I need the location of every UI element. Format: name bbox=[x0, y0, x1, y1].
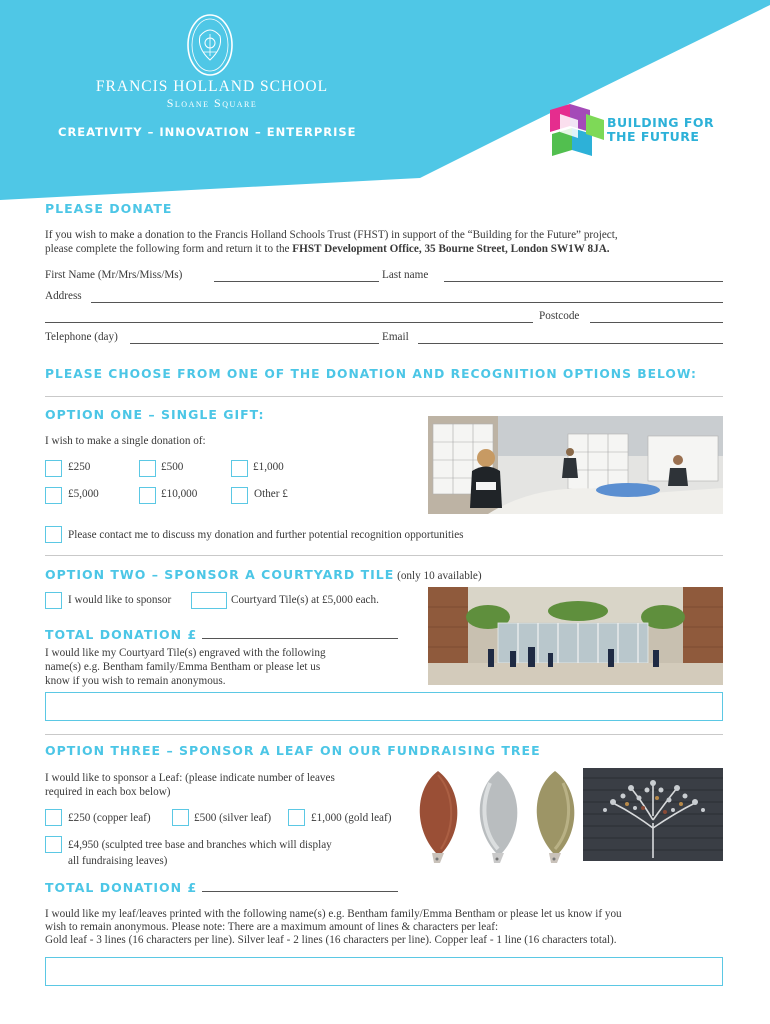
amount-5000-label: £5,000 bbox=[68, 488, 99, 500]
tile-engrave-line2: name(s) e.g. Bentham family/Emma Bentham or please let us bbox=[45, 661, 321, 673]
building-for-the-future-logo-icon bbox=[550, 104, 604, 160]
tile-quantity-box[interactable] bbox=[191, 592, 227, 609]
amount-10000-checkbox[interactable] bbox=[139, 487, 156, 504]
address-field-line2[interactable] bbox=[45, 322, 533, 323]
option-three-total-field[interactable] bbox=[202, 891, 398, 892]
silver-leaf-label: £500 (silver leaf) bbox=[194, 812, 272, 824]
option-one-intro: I wish to make a single donation of: bbox=[45, 435, 206, 447]
copper-leaf-icon bbox=[410, 767, 466, 867]
leaf-names-line2: wish to remain anonymous. Please note: There are a maximum amount of lines & characters per leaf: bbox=[45, 921, 499, 933]
option-one-heading: OPTION ONE – SINGLE GIFT: bbox=[45, 407, 265, 422]
tile-engrave-line3: know if you wish to remain anonymous. bbox=[45, 675, 226, 687]
last-name-label: Last name bbox=[382, 269, 429, 281]
leaf-intro-line2: required in each box below) bbox=[45, 786, 171, 798]
option-two-availability-note: (only 10 available) bbox=[394, 570, 482, 582]
contact-me-label: Please contact me to discuss my donation and further potential recognition opportunities bbox=[68, 529, 464, 541]
sponsor-tile-prefix: I would like to sponsor bbox=[68, 594, 172, 606]
school-location: Sloane Square bbox=[166, 96, 258, 110]
divider-1 bbox=[45, 396, 723, 397]
leaf-names-input[interactable] bbox=[45, 957, 723, 986]
last-name-field[interactable] bbox=[444, 281, 723, 282]
tagline: CREATIVITY – INNOVATION – ENTERPRISE bbox=[58, 125, 357, 139]
amount-250-checkbox[interactable] bbox=[45, 460, 62, 477]
development-office-address: FHST Development Office, 35 Bourne Street, London SW1W 8JA. bbox=[292, 243, 610, 255]
amount-other-checkbox[interactable] bbox=[231, 487, 248, 504]
gold-leaf-quantity-box[interactable] bbox=[288, 809, 305, 826]
postcode-field[interactable] bbox=[590, 322, 723, 323]
option-two-heading-row bbox=[45, 566, 482, 584]
library-photo bbox=[428, 416, 723, 514]
gold-leaf-label: £1,000 (gold leaf) bbox=[311, 812, 392, 824]
tree-base-line1: £4,950 (sculpted tree base and branches which will display bbox=[68, 839, 332, 851]
amount-500-label: £500 bbox=[161, 461, 184, 473]
choose-options-heading: PLEASE CHOOSE FROM ONE OF THE DONATION AND RECOGNITION OPTIONS BELOW: bbox=[45, 367, 697, 381]
option-two-total-field[interactable] bbox=[202, 638, 398, 639]
courtyard-photo bbox=[428, 587, 723, 685]
leaf-names-line1: I would like my leaf/leaves printed with the following name(s) e.g. Bentham family/Emma Bentham or please let us know if you bbox=[45, 908, 622, 920]
leaf-intro-line1: I would like to sponsor a Leaf: (please indicate number of leaves bbox=[45, 772, 335, 784]
option-three-heading: OPTION THREE – SPONSOR A LEAF ON OUR FUNDRAISING TREE bbox=[45, 743, 541, 758]
divider-3 bbox=[45, 734, 723, 735]
donate-intro-line2-text: please complete the following form and return it to the bbox=[45, 243, 293, 255]
option-three-total-label: TOTAL DONATION £ bbox=[45, 880, 198, 895]
amount-5000-checkbox[interactable] bbox=[45, 487, 62, 504]
donate-intro-line2 bbox=[45, 243, 610, 257]
gold-leaf-icon bbox=[527, 767, 583, 867]
tree-base-line2: all fundraising leaves) bbox=[68, 855, 168, 867]
divider-2 bbox=[45, 555, 723, 556]
option-two-total-label: TOTAL DONATION £ bbox=[45, 627, 198, 642]
address-field-line1[interactable] bbox=[91, 302, 723, 303]
fundraising-tree-photo bbox=[583, 768, 723, 861]
amount-1000-label: £1,000 bbox=[253, 461, 284, 473]
school-crest-icon bbox=[185, 12, 235, 78]
tree-base-checkbox[interactable] bbox=[45, 836, 62, 853]
copper-leaf-quantity-box[interactable] bbox=[45, 809, 62, 826]
contact-me-checkbox[interactable] bbox=[45, 526, 62, 543]
campaign-title-line1: BUILDING FOR bbox=[607, 115, 715, 130]
telephone-label: Telephone (day) bbox=[45, 331, 118, 343]
amount-10000-label: £10,000 bbox=[161, 488, 198, 500]
amount-other-label: Other £ bbox=[254, 488, 288, 500]
amount-1000-checkbox[interactable] bbox=[231, 460, 248, 477]
school-name: FRANCIS HOLLAND SCHOOL bbox=[95, 78, 329, 95]
tile-engraving-input[interactable] bbox=[45, 692, 723, 721]
telephone-field[interactable] bbox=[130, 343, 379, 344]
amount-500-checkbox[interactable] bbox=[139, 460, 156, 477]
donate-intro-line1: If you wish to make a donation to the Francis Holland Schools Trust (FHST) in support of the “Building for the Future” project, bbox=[45, 229, 618, 241]
email-field[interactable] bbox=[418, 343, 723, 344]
silver-leaf-icon bbox=[470, 767, 526, 867]
leaf-names-line3: Gold leaf - 3 lines (16 characters per line). Silver leaf - 2 lines (16 characters per line). Copper leaf - 1 line (16 characters total). bbox=[45, 934, 617, 946]
please-donate-heading: PLEASE DONATE bbox=[45, 201, 173, 216]
email-label: Email bbox=[382, 331, 409, 343]
first-name-field[interactable] bbox=[214, 281, 379, 282]
sponsor-tile-suffix: Courtyard Tile(s) at £5,000 each. bbox=[231, 594, 379, 606]
postcode-label: Postcode bbox=[539, 310, 580, 322]
campaign-title-line2: THE FUTURE bbox=[607, 129, 700, 144]
copper-leaf-label: £250 (copper leaf) bbox=[68, 812, 151, 824]
sponsor-tile-checkbox[interactable] bbox=[45, 592, 62, 609]
first-name-label: First Name (Mr/Mrs/Miss/Ms) bbox=[45, 269, 183, 281]
option-two-heading: OPTION TWO – SPONSOR A COURTYARD TILE bbox=[45, 567, 395, 582]
address-label: Address bbox=[45, 290, 82, 302]
silver-leaf-quantity-box[interactable] bbox=[172, 809, 189, 826]
amount-250-label: £250 bbox=[68, 461, 91, 473]
tile-engrave-line1: I would like my Courtyard Tile(s) engraved with the following bbox=[45, 647, 326, 659]
